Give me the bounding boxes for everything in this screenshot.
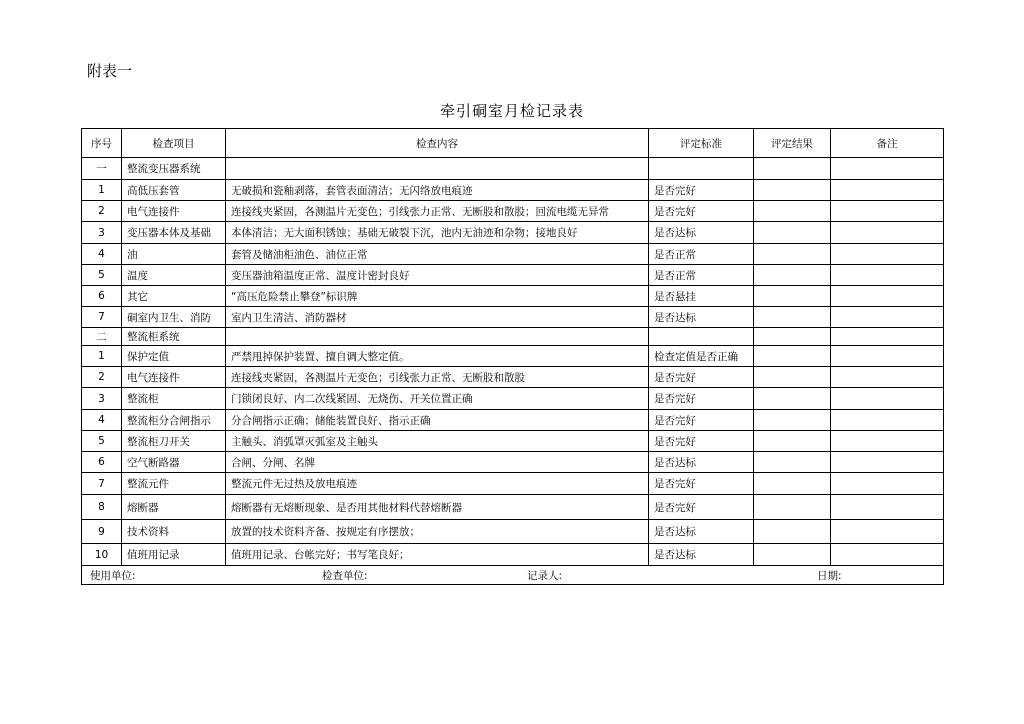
table-row	[82, 244, 944, 265]
row-item-cell: 整流柜分合闸指示	[122, 410, 226, 431]
footer-cell	[82, 566, 944, 585]
row-item-cell: 熔断器	[122, 495, 226, 520]
row-no-cell: 1	[82, 180, 122, 201]
row-standard-cell: 是否完好	[649, 201, 754, 222]
row-item-cell: 值班用记录	[122, 544, 226, 566]
row-content-cell: 无破损和瓷釉剥落，套管表面清洁；无闪络放电痕迹	[226, 180, 649, 201]
row-item-cell: 技术资料	[122, 520, 226, 544]
row-content-cell: “高压危险禁止攀登”标识牌	[226, 286, 649, 307]
row-item-cell: 变压器本体及基础	[122, 222, 226, 244]
footer-unit-label: 使用单位:	[90, 570, 136, 582]
row-content-cell: 分合闸指示正确；储能装置良好、指示正确	[226, 410, 649, 431]
table-header-row	[82, 129, 944, 158]
table-row	[82, 388, 944, 410]
row-content-cell: 室内卫生清洁、消防器材	[226, 307, 649, 328]
header-cell-result: 评定结果	[754, 129, 831, 158]
row-result-cell	[754, 520, 831, 544]
header-cell-remark: 备注	[831, 129, 944, 158]
row-item-cell: 整流柜刀开关	[122, 431, 226, 452]
row-content-cell: 套管及储油柜油色、油位正常	[226, 244, 649, 265]
row-item-cell: 保护定值	[122, 346, 226, 367]
footer-recorder-label: 记录人:	[527, 570, 563, 582]
row-no-cell: 4	[82, 410, 122, 431]
row-standard-cell: 是否达标	[649, 520, 754, 544]
row-standard-cell: 是否达标	[649, 307, 754, 328]
row-remark-cell	[831, 265, 944, 286]
row-content-cell: 整流元件无过热及放电痕迹	[226, 473, 649, 495]
row-content-cell: 严禁甩掉保护装置、擅自调大整定值。	[226, 346, 649, 367]
row-remark-cell	[831, 158, 944, 180]
row-item-cell: 硐室内卫生、消防	[122, 307, 226, 328]
row-no-cell: 2	[82, 201, 122, 222]
row-remark-cell	[831, 286, 944, 307]
row-content-cell: 主触头、消弧罩灭弧室及主触头	[226, 431, 649, 452]
table-row	[82, 180, 944, 201]
row-result-cell	[754, 452, 831, 473]
table-row	[82, 431, 944, 452]
row-standard-cell: 是否完好	[649, 367, 754, 388]
row-result-cell	[754, 388, 831, 410]
header-cell-no: 序号	[82, 129, 122, 158]
row-no-cell: 二	[82, 328, 122, 346]
row-standard-cell: 是否完好	[649, 495, 754, 520]
row-result-cell	[754, 286, 831, 307]
row-no-cell: 5	[82, 265, 122, 286]
row-standard-cell: 是否完好	[649, 180, 754, 201]
header-cell-content: 检查内容	[226, 129, 649, 158]
row-content-cell: 本体清洁；无大面积锈蚀；基础无破裂下沉，池内无油迹和杂物；接地良好	[226, 222, 649, 244]
row-standard-cell	[649, 158, 754, 180]
row-no-cell: 1	[82, 346, 122, 367]
row-content-cell: 合闸、分闸、名牌	[226, 452, 649, 473]
table-row	[82, 452, 944, 473]
footer-row	[82, 566, 944, 585]
row-content-cell: 连接线夹紧固，各测温片无变色；引线张力正常、无断股和散股；回流电缆无异常	[226, 201, 649, 222]
row-result-cell	[754, 307, 831, 328]
inspection-table	[81, 128, 944, 585]
row-no-cell: 5	[82, 431, 122, 452]
table-row	[82, 265, 944, 286]
table-row	[82, 222, 944, 244]
row-result-cell	[754, 495, 831, 520]
row-no-cell: 一	[82, 158, 122, 180]
row-no-cell: 10	[82, 544, 122, 566]
row-no-cell: 2	[82, 367, 122, 388]
row-result-cell	[754, 201, 831, 222]
table-row	[82, 286, 944, 307]
table-row	[82, 495, 944, 520]
table-row	[82, 328, 944, 346]
row-no-cell: 6	[82, 452, 122, 473]
row-item-cell: 温度	[122, 265, 226, 286]
row-remark-cell	[831, 180, 944, 201]
row-no-cell: 7	[82, 307, 122, 328]
header-cell-standard: 评定标准	[649, 129, 754, 158]
row-result-cell	[754, 431, 831, 452]
row-remark-cell	[831, 410, 944, 431]
row-remark-cell	[831, 495, 944, 520]
row-item-cell: 高低压套管	[122, 180, 226, 201]
row-remark-cell	[831, 307, 944, 328]
row-result-cell	[754, 244, 831, 265]
header-cell-item: 检查项目	[122, 129, 226, 158]
row-result-cell	[754, 410, 831, 431]
row-result-cell	[754, 473, 831, 495]
row-remark-cell	[831, 388, 944, 410]
row-result-cell	[754, 346, 831, 367]
row-content-cell: 连接线夹紧固，各测温片无变色；引线张力正常、无断股和散股	[226, 367, 649, 388]
row-no-cell: 8	[82, 495, 122, 520]
row-remark-cell	[831, 452, 944, 473]
table-row	[82, 307, 944, 328]
row-remark-cell	[831, 520, 944, 544]
table-row	[82, 346, 944, 367]
row-remark-cell	[831, 222, 944, 244]
row-standard-cell: 是否完好	[649, 410, 754, 431]
row-standard-cell: 是否完好	[649, 431, 754, 452]
row-standard-cell: 是否达标	[649, 222, 754, 244]
row-remark-cell	[831, 244, 944, 265]
row-result-cell	[754, 328, 831, 346]
page-title: 牵引硐室月检记录表	[439, 102, 584, 120]
row-content-cell	[226, 328, 649, 346]
row-item-cell: 电气连接件	[122, 201, 226, 222]
table-row	[82, 158, 944, 180]
row-no-cell: 3	[82, 388, 122, 410]
row-result-cell	[754, 180, 831, 201]
row-remark-cell	[831, 367, 944, 388]
row-standard-cell: 是否完好	[649, 473, 754, 495]
row-item-cell: 电气连接件	[122, 367, 226, 388]
row-no-cell: 7	[82, 473, 122, 495]
footer-date-label: 日期:	[817, 570, 842, 582]
row-content-cell: 门锁闭良好、内二次线紧固、无烧伤、开关位置正确	[226, 388, 649, 410]
row-standard-cell: 是否悬挂	[649, 286, 754, 307]
row-content-cell: 值班用记录、台帐完好；书写笔良好；	[226, 544, 649, 566]
row-remark-cell	[831, 346, 944, 367]
row-item-cell: 其它	[122, 286, 226, 307]
row-standard-cell: 是否达标	[649, 544, 754, 566]
row-standard-cell: 是否正常	[649, 265, 754, 286]
row-content-cell	[226, 158, 649, 180]
row-standard-cell: 是否正常	[649, 244, 754, 265]
appendix-label: 附表一	[87, 62, 133, 80]
row-item-cell: 整流变压器系统	[122, 158, 226, 180]
table-row	[82, 473, 944, 495]
row-result-cell	[754, 158, 831, 180]
row-no-cell: 4	[82, 244, 122, 265]
row-content-cell: 变压器油箱温度正常、温度计密封良好	[226, 265, 649, 286]
table-row	[82, 201, 944, 222]
table-row	[82, 520, 944, 544]
row-remark-cell	[831, 328, 944, 346]
row-item-cell: 整流柜系统	[122, 328, 226, 346]
row-no-cell: 3	[82, 222, 122, 244]
row-no-cell: 6	[82, 286, 122, 307]
row-result-cell	[754, 544, 831, 566]
row-result-cell	[754, 367, 831, 388]
row-result-cell	[754, 265, 831, 286]
row-standard-cell	[649, 328, 754, 346]
row-remark-cell	[831, 431, 944, 452]
row-remark-cell	[831, 544, 944, 566]
row-standard-cell: 是否达标	[649, 452, 754, 473]
row-no-cell: 9	[82, 520, 122, 544]
table-row	[82, 544, 944, 566]
row-item-cell: 整流柜	[122, 388, 226, 410]
row-content-cell: 熔断器有无熔断现象、是否用其他材料代替熔断器	[226, 495, 649, 520]
row-remark-cell	[831, 201, 944, 222]
row-result-cell	[754, 222, 831, 244]
row-standard-cell: 是否完好	[649, 388, 754, 410]
footer-inspect-unit-label: 检查单位:	[322, 570, 368, 582]
table-row	[82, 410, 944, 431]
row-content-cell: 放置的技术资料齐备、按规定有序摆放；	[226, 520, 649, 544]
row-item-cell: 油	[122, 244, 226, 265]
row-remark-cell	[831, 473, 944, 495]
row-item-cell: 空气断路器	[122, 452, 226, 473]
table-row	[82, 367, 944, 388]
row-standard-cell: 检查定值是否正确	[649, 346, 754, 367]
row-item-cell: 整流元件	[122, 473, 226, 495]
